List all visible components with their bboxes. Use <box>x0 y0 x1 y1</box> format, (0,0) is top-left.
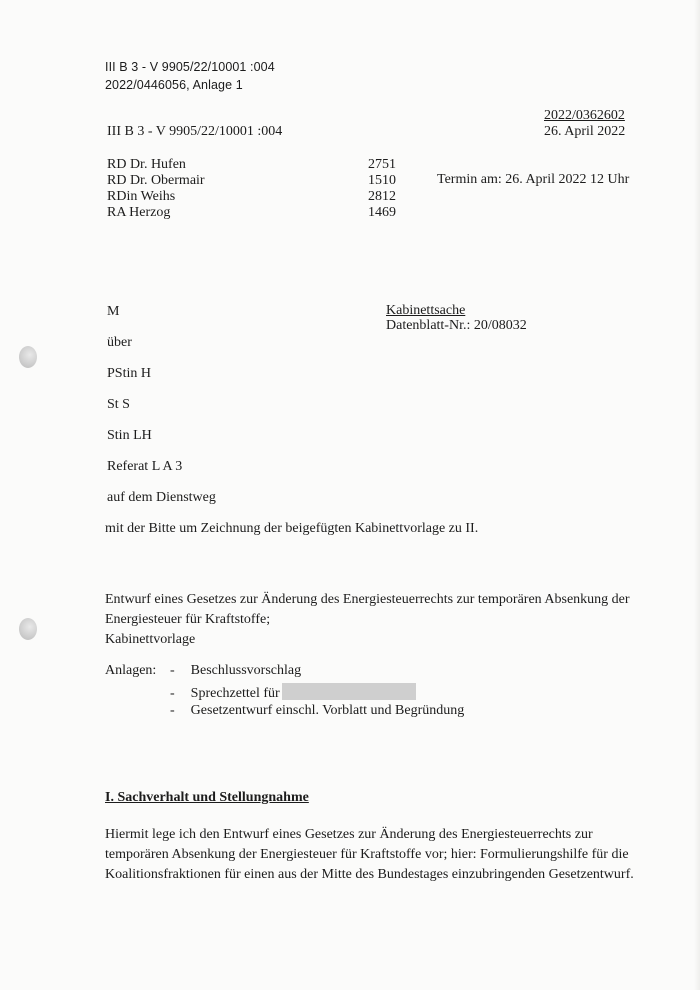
staff-name: RA Herzog <box>107 205 171 220</box>
body-line3: Koalitionsfraktionen für einen aus der Mitte des Bundestages einzubringenden Gesetzentwurf. <box>105 867 634 882</box>
attachment-item: - Gesetzentwurf einschl. Vorblatt und Begründung <box>170 703 465 718</box>
recipient: M <box>107 304 120 319</box>
attachment-item-label: Sprechzettel für <box>190 686 280 701</box>
attachment-item: - Beschlussvorschlag <box>170 663 302 678</box>
staff-extension: 2812 <box>368 189 396 204</box>
attachments-label: Anlagen: <box>105 663 157 678</box>
attachment-item-label: Gesetzentwurf einschl. Vorblatt und Begründung <box>190 703 465 718</box>
routing-step: Referat L A 3 <box>107 459 183 474</box>
staff-extension: 2751 <box>368 157 396 172</box>
subject-line1: Entwurf eines Gesetzes zur Änderung des Energiesteuerrechts zur temporären Absenkung der <box>105 592 630 607</box>
body-line2: temporären Absenkung der Energiesteuer für Kraftstoffe vor; hier: Formulierungshilfe für die <box>105 847 629 862</box>
datasheet-number: Datenblatt-Nr.: 20/08032 <box>386 318 527 333</box>
staff-name: RD Dr. Obermair <box>107 173 205 188</box>
staff-extension: 1510 <box>368 173 396 188</box>
routing-step: St S <box>107 397 130 412</box>
staff-extension: 1469 <box>368 205 396 220</box>
routing-step: auf dem Dienstweg <box>107 490 216 505</box>
routing-step: PStin H <box>107 366 151 381</box>
file-ref-line1: III B 3 - V 9905/22/10001 :004 <box>105 60 275 74</box>
subject-line2: Energiesteuer für Kraftstoffe; <box>105 612 271 627</box>
request-line: mit der Bitte um Zeichnung der beigefügten Kabinettvorlage zu II. <box>105 521 479 536</box>
staff-name: RD Dr. Hufen <box>107 157 186 172</box>
staff-name: RDin Weihs <box>107 189 176 204</box>
reference-code: III B 3 - V 9905/22/10001 :004 <box>107 124 283 139</box>
doc-number: 2022/0362602 <box>544 108 625 123</box>
document-date: 26. April 2022 <box>544 124 626 139</box>
punch-hole-bottom <box>19 618 37 640</box>
cabinet-label: Kabinettsache <box>386 303 466 318</box>
scan-edge <box>694 0 700 990</box>
redaction-block <box>282 683 416 700</box>
routing-step: Stin LH <box>107 428 152 443</box>
attachment-item-label: Beschlussvorschlag <box>190 663 302 678</box>
file-ref-line2: 2022/0446056, Anlage 1 <box>105 78 243 92</box>
attachment-item: - Sprechzettel für <box>170 683 416 702</box>
termin: Termin am: 26. April 2022 12 Uhr <box>437 172 630 187</box>
section-heading: I. Sachverhalt und Stellungnahme <box>105 790 309 805</box>
subject-line3: Kabinettvorlage <box>105 632 196 647</box>
routing-via: über <box>107 335 132 350</box>
punch-hole-top <box>19 346 37 368</box>
body-line1: Hiermit lege ich den Entwurf eines Gesetzes zur Änderung des Energiesteuerrechts zur <box>105 827 593 842</box>
